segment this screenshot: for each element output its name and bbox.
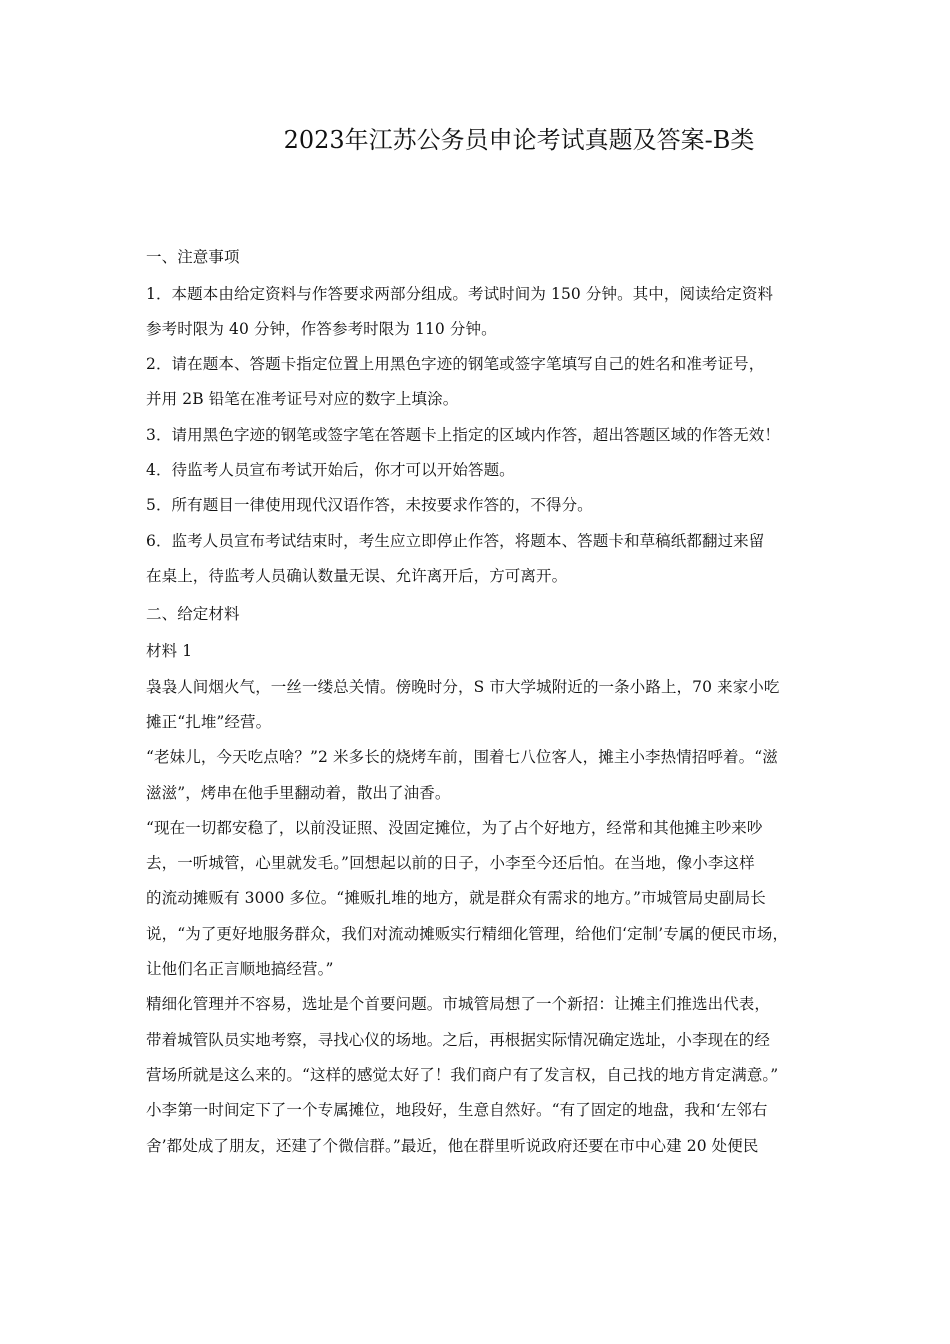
text-line: 精细化管理并不容易，选址是个首要问题。市城管局想了一个新招：让摊主们推选出代表， [146, 995, 771, 1013]
material-label: 材料 1 [146, 642, 193, 660]
section-heading-notes: 一、注意事项 [146, 248, 240, 266]
text-line: 让他们名正言顺地搞经营。” [146, 960, 334, 978]
text-line: 在桌上，待监考人员确认数量无误、允许离开后，方可离开。 [146, 567, 568, 585]
text-line: 并用 2B 铅笔在准考证号对应的数字上填涂。 [146, 390, 459, 408]
text-line: “现在一切都安稳了，以前没证照、没固定摊位，为了占个好地方，经常和其他摊主吵来吵 [146, 819, 763, 837]
text-line: 2．请在题本、答题卡指定位置上用黑色字迹的钢笔或签字笔填写自己的姓名和准考证号， [146, 355, 765, 373]
text-line: 去，一听城管，心里就发毛。”回想起以前的日子，小李至今还后怕。在当地，像小李这样 [146, 854, 755, 872]
section-heading-materials: 二、给定材料 [146, 605, 240, 623]
text-line: 营场所就是这么来的。“这样的感觉太好了！我们商户有了发言权，自己找的地方肯定满意。” [146, 1066, 779, 1084]
text-line: 6．监考人员宣布考试结束时，考生应立即停止作答，将题本、答题卡和草稿纸都翻过来留 [146, 532, 765, 550]
page-title: 2023年江苏公务员申论考试真题及答案-B类 [283, 126, 755, 154]
text-line: 3．请用黑色字迹的钢笔或签字笔在答题卡上指定的区域内作答，超出答题区域的作答无效！ [146, 426, 780, 444]
text-line: 小李第一时间定下了一个专属摊位，地段好，生意自然好。“有了固定的地盘，我和‘左邻右 [146, 1101, 768, 1119]
text-line: 袅袅人间烟火气，一丝一缕总关情。傍晚时分，S 市大学城附近的一条小路上，70 来家小吃 [146, 678, 780, 696]
text-line: 舍’都处成了朋友，还建了个微信群。”最近，他在群里听说政府还要在市中心建 20 处便民 [146, 1137, 759, 1155]
text-line: 摊正“扎堆”经营。 [146, 713, 272, 731]
text-line: 1．本题本由给定资料与作答要求两部分组成。考试时间为 150 分钟。其中，阅读给定资料 [146, 285, 774, 303]
text-line: 4．待监考人员宣布考试开始后，你才可以开始答题。 [146, 461, 515, 479]
text-line: 带着城管队员实地考察，寻找心仪的场地。之后，再根据实际情况确定选址，小李现在的经 [146, 1031, 771, 1049]
text-line: 5．所有题目一律使用现代汉语作答，未按要求作答的，不得分。 [146, 496, 593, 514]
text-line: 参考时限为 40 分钟，作答参考时限为 110 分钟。 [146, 320, 497, 338]
text-line: 说，“为了更好地服务群众，我们对流动摊贩实行精细化管理，给他们‘定制’专属的便民市场， [146, 925, 789, 943]
text-line: 滋滋”，烤串在他手里翻动着，散出了油香。 [146, 784, 451, 802]
text-line: 的流动摊贩有 3000 多位。“摊贩扎堆的地方，就是群众有需求的地方。”市城管局史副局长 [146, 889, 766, 907]
text-line: “老妹儿，今天吃点啥？”2 米多长的烧烤车前，围着七八位客人，摊主小李热情招呼着。“滋 [146, 748, 778, 766]
